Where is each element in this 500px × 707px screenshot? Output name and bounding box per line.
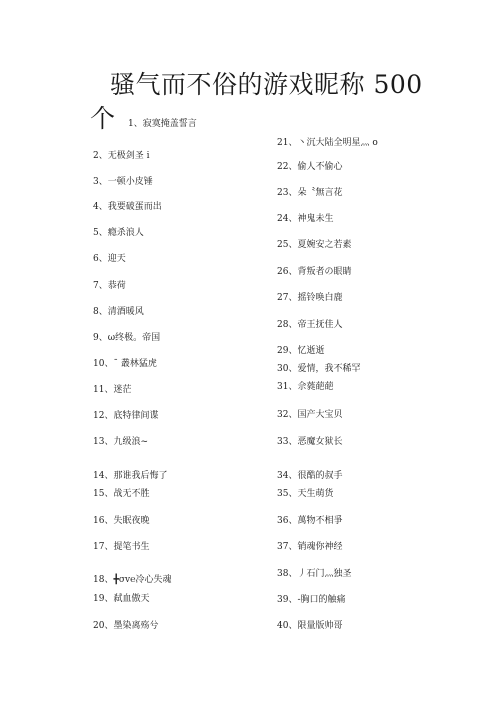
list-item	[93, 436, 148, 448]
page-title-continued: 个	[90, 104, 116, 133]
list-item	[277, 620, 342, 632]
list-item-name: 丿石门灬独圣	[297, 569, 352, 579]
list-item-name: 那谁我后悔了	[113, 471, 168, 481]
list-item-name: 偷人不偷心	[297, 162, 343, 172]
list-item	[93, 253, 126, 265]
list-item-name: 寂寞掩盖誓言	[142, 119, 197, 129]
list-item	[93, 593, 149, 605]
list-item-number: 16、	[93, 516, 114, 526]
list-item-number: 6、	[93, 254, 108, 264]
list-item-name: 很酷的叔手	[297, 471, 343, 481]
list-item	[93, 332, 160, 344]
list-item-number: 1、	[128, 119, 143, 129]
list-item-number: 19、	[93, 594, 114, 604]
list-item	[277, 137, 378, 149]
list-item-number: 35、	[277, 489, 298, 499]
list-item-name: 一顿小皮锤	[107, 177, 153, 187]
list-item-name: 朵〝無言花	[297, 188, 343, 198]
list-item-name: 墨染离殇兮	[113, 621, 159, 631]
list-item-name: 萬物不相爭	[297, 516, 343, 526]
list-item	[93, 620, 158, 632]
list-item	[93, 410, 158, 422]
list-item-number: 37、	[277, 542, 298, 552]
list-item	[277, 266, 351, 278]
list-item	[93, 306, 144, 318]
list-item-number: 32、	[277, 410, 298, 420]
list-item-number: 36、	[277, 516, 298, 526]
list-item-number: 24、	[277, 214, 298, 224]
list-item-number: 21、	[277, 138, 298, 148]
list-item	[93, 150, 149, 162]
list-item	[277, 594, 346, 606]
list-item-number: 9、	[93, 333, 108, 343]
list-item-name: ω终极。帝国	[107, 333, 161, 343]
list-item-name: 迷茫	[113, 385, 132, 395]
list-item-number: 31、	[277, 382, 298, 392]
list-item-number: 4、	[93, 202, 108, 212]
list-item-name: 无极剑圣 i	[107, 151, 150, 161]
list-item	[93, 488, 149, 500]
list-item-number: 2、	[93, 151, 108, 161]
list-item	[277, 470, 342, 482]
list-item-number: 11、	[93, 385, 114, 395]
list-item-number: 13、	[93, 437, 114, 447]
list-item-number: 7、	[93, 281, 108, 291]
list-item-number: 29、	[277, 346, 298, 356]
list-item-name: ˉ 叢林猛虎	[113, 359, 157, 369]
list-item-number: 25、	[277, 240, 298, 250]
list-item	[93, 280, 126, 292]
list-item	[277, 161, 342, 173]
list-item	[93, 574, 172, 586]
list-item-name: 我要破蛋而出	[107, 202, 162, 212]
list-item	[93, 384, 131, 396]
list-item-name: 天生萌货	[297, 489, 334, 499]
list-item-number: 3、	[93, 177, 108, 187]
list-item-number: 27、	[277, 293, 298, 303]
list-item	[277, 488, 333, 500]
list-item-name: 神鬼未生	[297, 214, 334, 224]
list-item-number: 8、	[93, 307, 108, 317]
list-item	[93, 358, 157, 370]
page-title: 骚气而不俗的游戏昵称 500	[110, 70, 423, 99]
list-item-name: 爱情，我不稀罕	[297, 364, 361, 374]
list-item-number: 22、	[277, 162, 298, 172]
list-item	[128, 118, 197, 130]
list-item-name: 战无不胜	[113, 489, 150, 499]
list-item-name: 九级浪~	[113, 437, 148, 447]
list-item	[277, 436, 342, 448]
list-item-name: 弑血傲天	[113, 594, 150, 604]
list-item	[93, 470, 167, 482]
list-item-number: 14、	[93, 471, 114, 481]
list-item-number: 17、	[93, 542, 114, 552]
list-item-number: 18、	[93, 575, 114, 585]
list-item-name: 夏婉安之若素	[297, 240, 352, 250]
list-item-name: -胸口的触痛	[297, 595, 346, 605]
list-item	[277, 292, 342, 304]
list-item	[277, 541, 342, 553]
list-item	[277, 239, 351, 251]
list-item-name: 恭荷	[107, 281, 126, 291]
list-item	[277, 381, 333, 393]
list-item	[93, 176, 153, 188]
list-item-number: 40、	[277, 621, 298, 631]
list-item-name: 限量版帅哥	[297, 621, 343, 631]
list-item	[277, 187, 342, 199]
list-item-number: 26、	[277, 267, 298, 277]
list-item-name: 失眠夜晚	[113, 516, 150, 526]
list-item-name: 佘蕤葩葩	[297, 382, 334, 392]
list-item-number: 39、	[277, 595, 298, 605]
list-item-number: 20、	[93, 621, 114, 631]
list-item-name: 背叛者の眼睛	[297, 267, 352, 277]
list-item-number: 23、	[277, 188, 298, 198]
list-item-name: 瘾杀浪人	[107, 228, 144, 238]
list-item-name: 销魂你神经	[297, 542, 343, 552]
list-item-name: 迎天	[107, 254, 126, 264]
list-item	[277, 363, 360, 375]
list-item-name: 国产大宝贝	[297, 410, 343, 420]
list-item-number: 15、	[93, 489, 114, 499]
list-item-name: 摇铃唤白鹿	[297, 293, 343, 303]
list-item-number: 30、	[277, 364, 298, 374]
list-item-name: 恶魔女狱长	[297, 437, 343, 447]
list-item-name: 清酒暖风	[107, 307, 144, 317]
list-item-name: 帝王抚佳人	[297, 320, 343, 330]
list-item	[93, 515, 149, 527]
list-item-name: 忆逝逝	[297, 346, 325, 356]
list-item-number: 33、	[277, 437, 298, 447]
list-item-number: 12、	[93, 411, 114, 421]
list-item	[93, 541, 149, 553]
list-item	[277, 515, 342, 527]
list-item	[277, 409, 342, 421]
list-item-number: 5、	[93, 228, 108, 238]
list-item-name: 丶沉大陆全明星灬 o	[297, 138, 378, 148]
list-item	[277, 319, 342, 331]
list-item	[277, 345, 324, 357]
list-item-number: 38、	[277, 569, 298, 579]
list-item-number: 28、	[277, 320, 298, 330]
list-item-name: 底特律间谍	[113, 411, 159, 421]
list-item-number: 34、	[277, 471, 298, 481]
list-item-number: 10、	[93, 359, 114, 369]
list-item-name: ╋σv℮冷心失魂	[113, 575, 172, 585]
list-item	[93, 201, 162, 213]
list-item	[277, 213, 333, 225]
list-item	[277, 568, 351, 580]
list-item-name: 提笔书生	[113, 542, 150, 552]
list-item	[93, 227, 144, 239]
